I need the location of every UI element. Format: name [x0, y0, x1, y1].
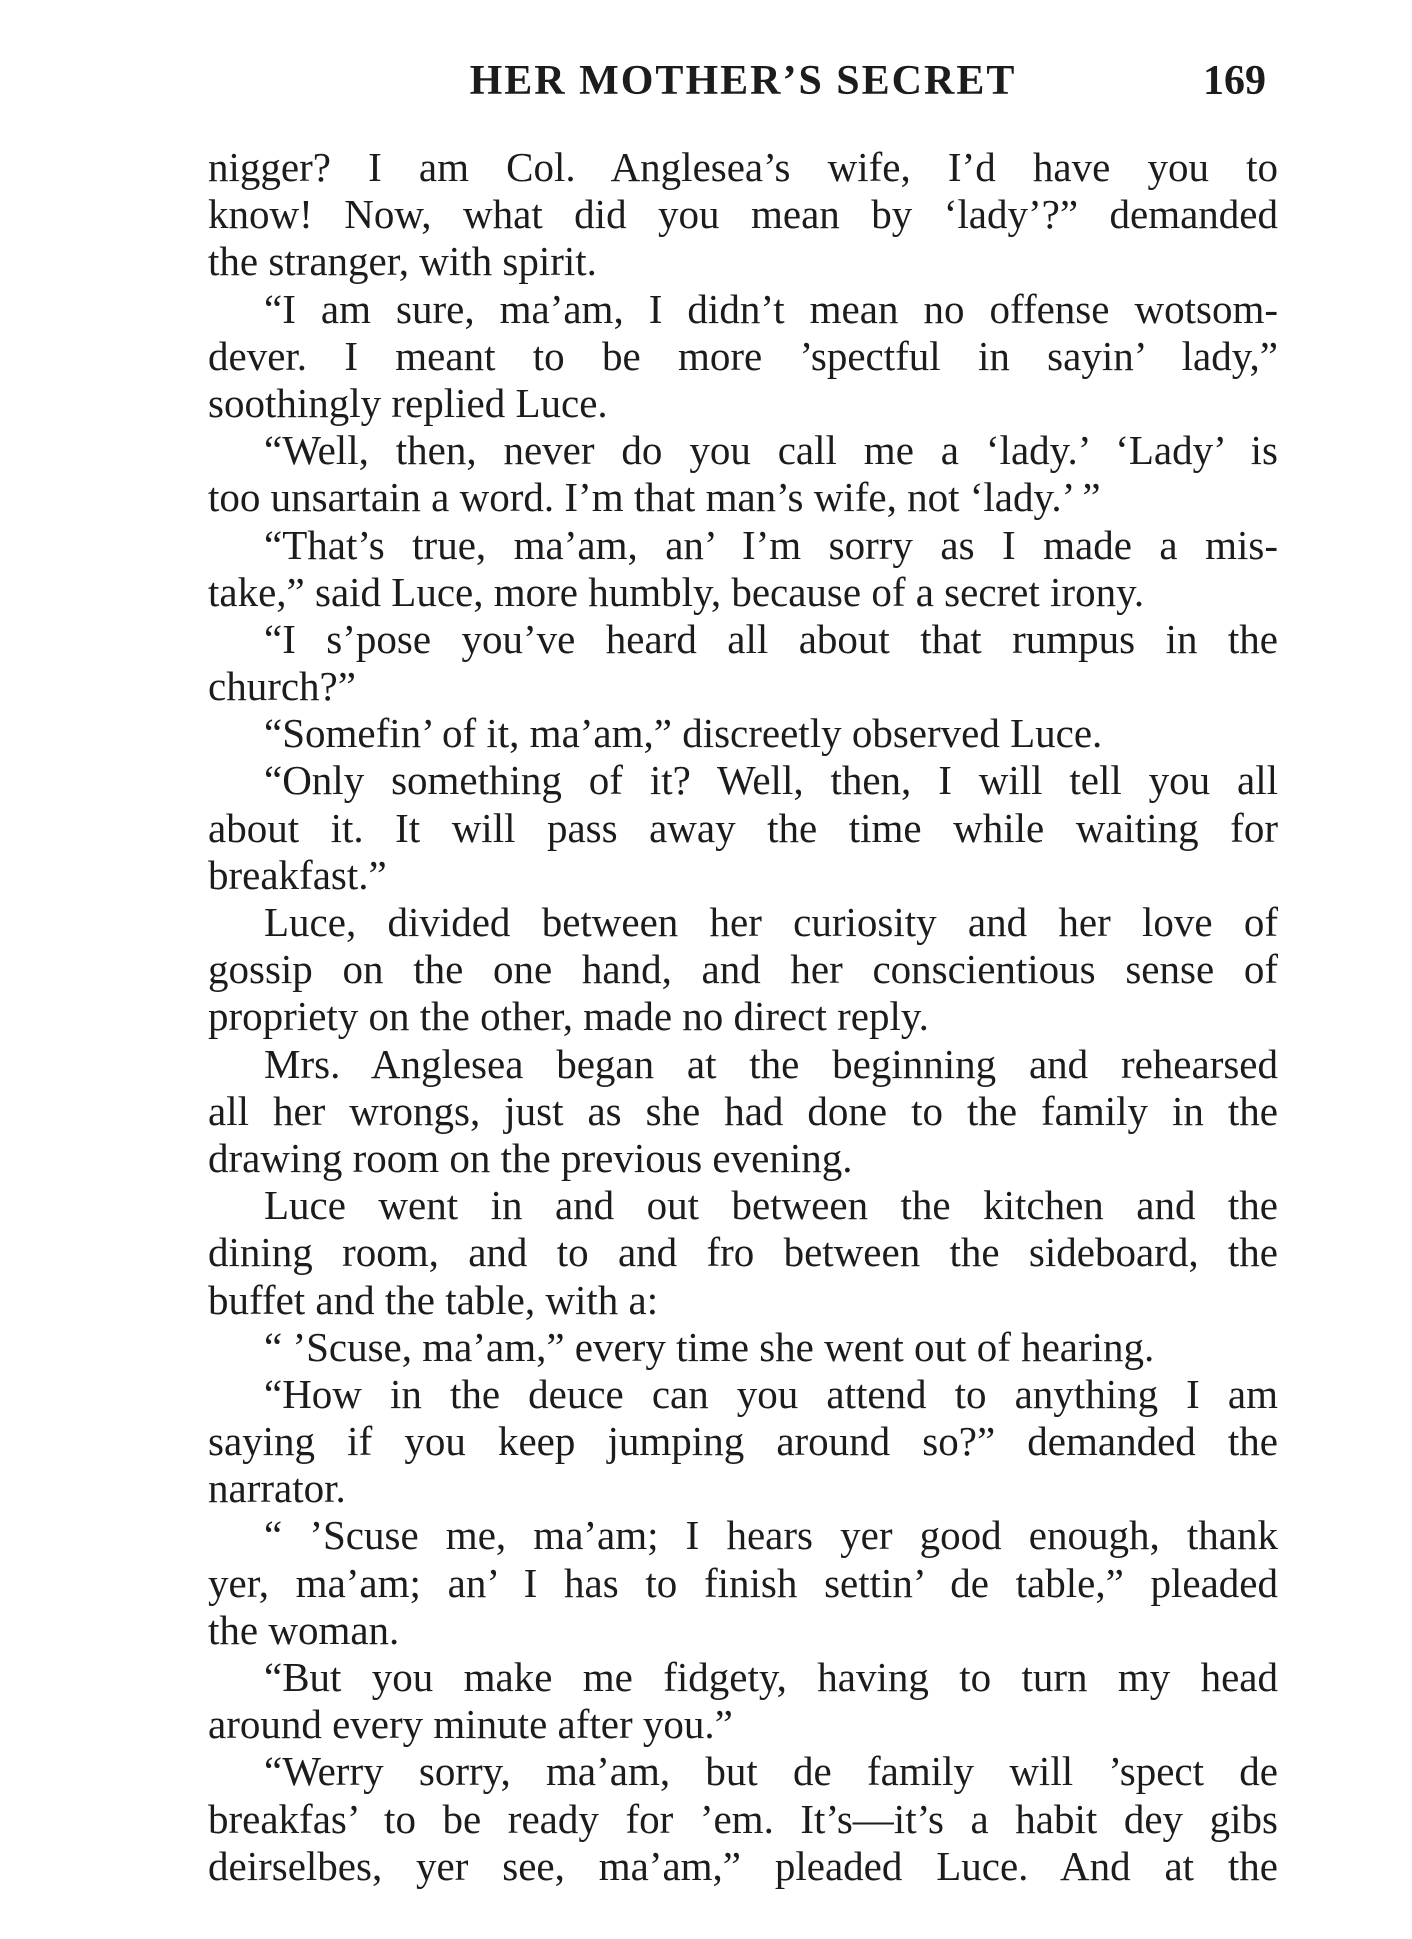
text-line: “Only something of it? Well, then, I will tell you all [264, 757, 1278, 804]
text-line: dining room, and to and fro between the sideboard, the [208, 1229, 1278, 1276]
text-line: propriety on the other, made no direct reply. [208, 993, 929, 1040]
text-line: breakfas’ to be ready for ’em. It’s—it’s a habit dey gibs [208, 1795, 1278, 1842]
body-text [208, 144, 1278, 1890]
text-line: church?” [208, 663, 356, 710]
text-line: gossip on the one hand, and her conscientious sense of [208, 946, 1278, 993]
text-line: “Well, then, never do you call me a ‘lady.’ ‘Lady’ is [264, 427, 1278, 474]
text-line: the woman. [208, 1606, 400, 1653]
text-line: dever. I meant to be more ’spectful in sayin’ lady,” [208, 332, 1278, 379]
text-line: “How in the deuce can you attend to anything I am [264, 1370, 1278, 1417]
text-line: “That’s true, ma’am, an’ I’m sorry as I made a mis- [264, 521, 1278, 568]
text-line: “But you make me fidgety, having to turn my head [264, 1654, 1278, 1700]
text-line: know! Now, what did you mean by ‘lady’?” demanded [208, 191, 1278, 238]
text-line: breakfast.” [208, 851, 387, 898]
text-line: about it. It will pass away the time while waiting for [208, 804, 1278, 851]
text-line: too unsartain a word. I’m that man’s wife, not ‘lady.’ ” [208, 474, 1101, 521]
text-line: “ ’Scuse me, ma’am; I hears yer good enough, thank [264, 1512, 1278, 1559]
text-line: “ ’Scuse, ma’am,” every time she went out of hearing. [264, 1323, 1155, 1370]
text-line: all her wrongs, just as she had done to the family in the [208, 1087, 1278, 1134]
text-line: “Werry sorry, ma’am, but de family will ’spect de [264, 1748, 1278, 1795]
running-head [208, 52, 1278, 110]
page-number: 169 [1203, 58, 1266, 104]
text-line: Luce, divided between her curiosity and her love of [264, 899, 1278, 945]
text-line: “Somefin’ of it, ma’am,” discreetly observed Luce. [264, 710, 1103, 757]
text-line: “I s’pose you’ve heard all about that rumpus in the [264, 615, 1278, 662]
text-line: Luce went in and out between the kitchen and the [264, 1182, 1278, 1229]
text-line: take,” said Luce, more humbly, because of a secret irony. [208, 568, 1145, 615]
text-line: narrator. [208, 1465, 346, 1512]
text-line: Mrs. Anglesea began at the beginning and rehearsed [264, 1040, 1278, 1087]
text-line: deirselbes, yer see, ma’am,” pleaded Luce. And at the [208, 1842, 1278, 1889]
text-line: “I am sure, ma’am, I didn’t mean no offense wotsom- [264, 285, 1278, 332]
text-line: the stranger, with spirit. [208, 238, 597, 285]
text-line: buffet and the table, with a: [208, 1276, 659, 1323]
text-line: around every minute after you.” [208, 1701, 733, 1748]
text-line: nigger? I am Col. Anglesea’s wife, I’d have you to [208, 144, 1278, 190]
running-title: HER MOTHER’S SECRET [469, 58, 1017, 104]
text-line: yer, ma’am; an’ I has to finish settin’ de table,” pleaded [208, 1559, 1278, 1606]
text-line: saying if you keep jumping around so?” demanded the [208, 1418, 1278, 1465]
text-line: soothingly replied Luce. [208, 379, 608, 426]
text-line: drawing room on the previous evening. [208, 1134, 853, 1181]
